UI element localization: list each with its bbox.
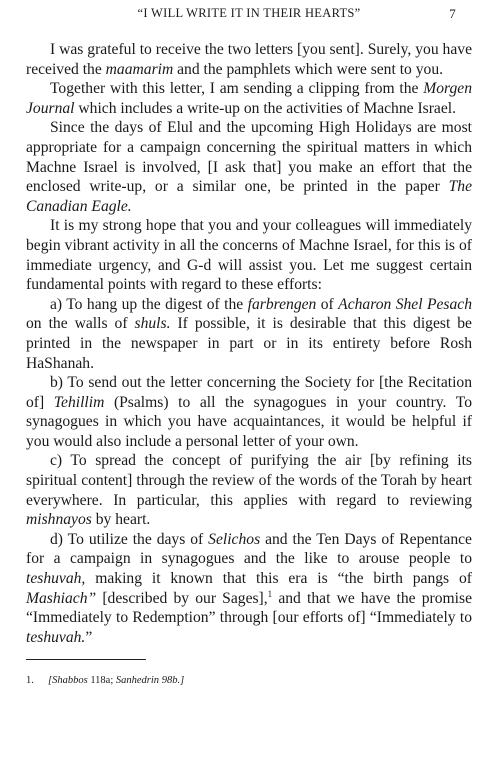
- page-number: 7: [449, 6, 456, 21]
- paragraph: [26, 216, 472, 294]
- running-header: [26, 6, 472, 26]
- document-page: [26, 6, 472, 687]
- text-span: d) To utilize the days of: [50, 530, 209, 548]
- italic-span: farbrengen: [247, 295, 317, 313]
- text-span: a) To hang up the digest of the: [50, 295, 248, 313]
- italic-span: teshuvah.: [26, 628, 86, 646]
- italic-span: teshuvah,: [26, 570, 86, 588]
- italic-span: [Shabbos: [48, 675, 88, 687]
- paragraph: [26, 79, 472, 118]
- text-span: making it known that this era is “the birth pangs of: [85, 570, 472, 588]
- text-span: It is my strong hope that you and your colleagues will immediately begin vibrant activity in all the concerns of Machne Israel, for this is of immediate urgency, and G-d will assist you. Let me suggest certain fundamental points with regard to these efforts:: [26, 217, 472, 294]
- text-span: c) To spread the concept of purifying the air [by refining its spiritual content] through the review of the words of the Torah by heart everywhere. In particular, this applies with regard to reviewing: [26, 452, 472, 509]
- text-span: and the Ten Days of Repentance for a campaign in synagogues and the like to arouse people to: [26, 530, 472, 568]
- italic-span: mishnayos: [26, 511, 92, 529]
- italic-span: maamarim: [105, 60, 174, 78]
- text-span: of: [316, 295, 339, 313]
- paragraph: [26, 118, 472, 216]
- italic-span: shuls.: [134, 315, 171, 333]
- paragraph: [26, 451, 472, 529]
- paragraph: [26, 373, 472, 451]
- text-span: which includes a write-up on the activities of Machne Israel.: [74, 99, 456, 117]
- italic-span: 98b.]: [159, 675, 185, 687]
- body-text: [26, 40, 472, 647]
- text-span: Together with this letter, I am sending a clipping from the: [50, 80, 424, 98]
- footnote: [26, 674, 472, 687]
- text-span: 118a;: [87, 675, 116, 687]
- footnote-number: 1.: [26, 675, 34, 687]
- text-span: Since the days of Elul and the upcoming High Holidays are most appropriate for a campaign concerning the spiritual matters in which Machne Israel is involved, [I ask that] you make an effort that the enclosed write-up, or a similar one, be printed in the paper: [26, 119, 472, 196]
- text-span: (Psalms) to all the synagogues in your country. To synagogues in which you have acquaintances, it would be helpful if you would also include a personal letter of your own.: [26, 393, 472, 450]
- italic-span: Acharon Shel Pesach: [338, 295, 472, 313]
- paragraph: [26, 530, 472, 648]
- italic-span: Mashiach”: [26, 589, 97, 607]
- text-span: If possible, it is desirable that this digest be printed in the newspaper in part or in its entirety before Rosh HaShanah.: [26, 315, 472, 372]
- footnote-divider: [26, 659, 146, 660]
- italic-span: Selichos: [208, 530, 261, 548]
- text-span: b) To send out the letter concerning the Society for [the Recitation of]: [26, 374, 472, 411]
- text-span: I was grateful to receive the two letters [you sent]. Surely, you have received the: [26, 41, 472, 78]
- italic-span: Tehillim: [53, 393, 105, 411]
- text-span: by heart.: [91, 511, 151, 529]
- italic-span: Morgen Journal: [26, 80, 472, 117]
- text-span: ”: [85, 628, 93, 646]
- running-title: “I WILL WRITE IT IN THEIR HEARTS”: [137, 6, 361, 20]
- paragraph: [26, 295, 472, 373]
- paragraph: [26, 40, 472, 79]
- text-span: [described by our Sages],: [96, 589, 268, 607]
- text-span: and that we have the promise “Immediately to Redemption” through [our efforts of] “Immediately to: [26, 589, 472, 627]
- italic-span: The Canadian Eagle.: [26, 178, 472, 215]
- text-span: and the pamphlets which were sent to you.: [173, 60, 444, 78]
- text-span: on the walls of: [26, 315, 135, 333]
- italic-span: Sanhedrin: [115, 675, 160, 687]
- footnote-reference: 1: [267, 588, 273, 599]
- footnotes: [26, 674, 472, 687]
